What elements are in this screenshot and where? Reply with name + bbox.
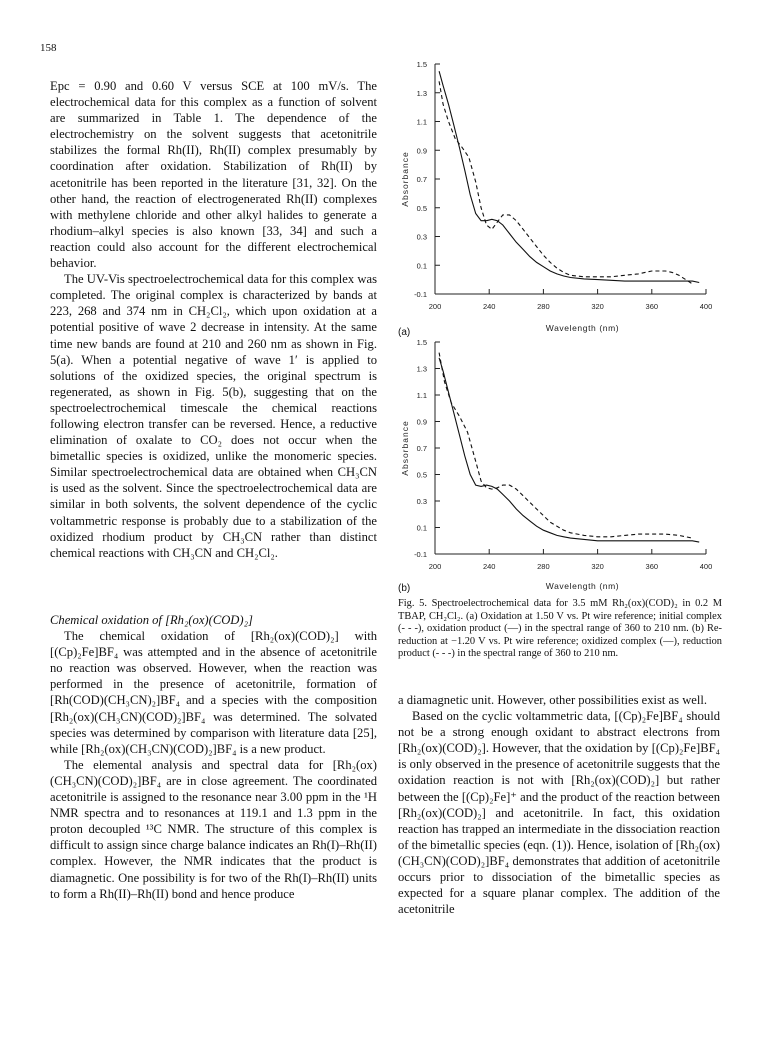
x-axis-label: Wavelength (nm) [545, 323, 620, 333]
y-tick-label: 0.1 [416, 523, 427, 533]
x-tick-label: 400 [699, 302, 713, 311]
y-axis-label: Absorbance [400, 420, 410, 476]
paragraph: a diamagnetic unit. However, other possibilities exist as well. [398, 693, 708, 707]
panel-label: (a) [398, 327, 411, 338]
paragraph: Based on the cyclic voltammetric data, [(Cp)₂Fe]BF₄ should not be a strong enough oxidant to abstract electrons from [Rh₂(ox)(COD)₂]. However, that the oxidation by [(Cp)₂Fe]BF₄ is only observed in the presence of acetonitrile suggests that the oxidation reaction is not with [Rh₂(ox)(COD)₂] but rather between the [(Cp)₂Fe]⁺ and the product of the reaction between [Rh₂(ox)(COD)₂] and acetonitrile. In fact, this oxidation reaction has trapped an intermediate in the dissociation reaction of the bimetallic species (eqn. (1)). Hence, isolation of [Rh₂(ox)(CH₃CN)(COD)₂]BF₄ demonstrates that addition of acetonitrile occurs prior to dissociation of the bimetallic species as expected for a square planar complex. The addition of the acetonitrile [398, 709, 720, 917]
x-tick-label: 240 [482, 562, 496, 571]
y-tick-label: 1.3 [416, 88, 427, 98]
solid-spectrum-line [439, 71, 699, 282]
y-tick-label: 1.3 [416, 364, 427, 374]
paragraph: The UV-Vis spectroelectrochemical data for this complex was completed. The original complex is characterized by bands at 223, 268 and 374 nm in CH₂Cl₂, which upon oxidation at a potential positive of wave 2 decrease in intensity. At the same time new bands are found at 210 and 260 nm as shown in Fig. 5(a). When a potential negative of wave 1′ is applied to solutions of the oxidized species, the original spectrum is regenerated, as shown in Fig. 5(b), suggesting that on the spectroelectrochemical timescale the chemical reactions following electron transfer can be reversed. Hence, a reductive elimination of oxalate to CO₂ does not occur when the bimetallic species is oxidized, unlike the monomeric species. Similar spectroelectrochemical data are obtained when CH₃CN is used as the solvent. Since the spectroelectrochemical data are similar in both solvents, the solvent dependence of the cyclic voltammetric response is probably due to a stabilization of the oxidized rhodium product by CH₃CN rather than distinct chemical reactions with CH₃CN and CH₂Cl₂. [50, 272, 377, 560]
right-column-body [398, 692, 720, 917]
y-axis-label: Absorbance [400, 151, 410, 207]
chart-svg-a [394, 58, 724, 348]
y-tick-label: 1.1 [416, 117, 427, 127]
left-column-section [50, 612, 377, 902]
y-tick-label: 0.5 [416, 203, 427, 213]
page-number: 158 [40, 42, 57, 54]
y-tick-label: 1.1 [416, 391, 427, 400]
y-tick-label: 0.1 [416, 261, 427, 271]
y-tick-label: 1.5 [416, 60, 427, 69]
paragraph: Epc = 0.90 and 0.60 V versus SCE at 100 mV/s. The electrochemical data for this complex as a function of solvent are summarized in Table 1. The dependence of the electrochemistry on the solvent suggests that acetonitrile stabilizes the formal Rh(II), Rh(II) complex presumably by coordination after oxidation. Stabilization of Rh(II) by acetonitrile has been reported in the literature [31, 32]. On the other hand, the reaction of electrogenerated Rh(II) complexes with methylene chloride and other alkyl halides to generate a rhodium–alkyl species is also known [33, 34] and such a reaction could also account for the different electrochemical behavior. [50, 79, 377, 271]
y-tick-label: -0.1 [414, 290, 427, 299]
x-tick-label: 280 [537, 302, 550, 311]
y-tick-label: 0.5 [416, 470, 427, 480]
paragraph: The elemental analysis and spectral data for [Rh₂(ox)(CH₃CN)(COD)₂]BF₄ are in close agreement. The coordinated acetonitrile is assigned to the resonance near 3.00 ppm in the ¹H NMR spectra and to resonances at 119.1 and 1.3 ppm in the proton decoupled ¹³C NMR. The structure of this complex is difficult to assign since charge balance indicates an Rh(I)–Rh(II) complex. However, the NMR indicates that the product is diamagnetic. One possibility is for two of the Rh(I)–Rh(II) units to form a Rh(II)–Rh(II) bond and hence produce [50, 757, 377, 901]
y-tick-label: 1.5 [416, 338, 427, 347]
figure-5b-chart [394, 336, 724, 598]
x-tick-label: 320 [591, 302, 604, 311]
solid-spectrum-line [439, 358, 699, 542]
y-tick-label: 0.3 [416, 232, 427, 242]
y-tick-label: 0.7 [416, 444, 427, 453]
chart-svg-b [394, 336, 724, 598]
section-heading: Chemical oxidation of [Rh₂(ox)(COD)₂] [50, 613, 253, 627]
dashed-spectrum-line [439, 353, 692, 538]
x-axis-label: Wavelength (nm) [545, 581, 620, 591]
panel-label: (b) [398, 583, 411, 594]
y-tick-label: 0.9 [416, 146, 427, 156]
x-tick-label: 240 [482, 302, 496, 311]
dashed-spectrum-line [439, 81, 692, 284]
caption-text: Fig. 5. Spectroelectrochemical data for 3.5 mM Rh₂(ox)(COD)₂ in 0.2 M TBAP, CH₂Cl₂. (a) Oxidation at 1.50 V vs. Pt wire reference; initial complex (- - -), oxidation product (—) in the spectral range of 360 to 210 nm. (b) Re-reduction at −1.20 V vs. Pt wire reference; oxidized complex (—), reduction product (- - -) in the spectral range of 360 to 210 nm. [398, 598, 722, 660]
x-tick-label: 320 [591, 562, 604, 571]
x-tick-label: 200 [428, 562, 442, 571]
y-tick-label: 0.3 [416, 497, 427, 506]
x-tick-label: 360 [645, 302, 659, 311]
x-tick-label: 280 [537, 562, 550, 571]
x-tick-label: 400 [699, 562, 713, 571]
left-column-body [50, 78, 377, 561]
y-tick-label: -0.1 [414, 550, 427, 559]
x-tick-label: 200 [428, 302, 442, 311]
x-tick-label: 360 [645, 562, 659, 571]
y-tick-label: 0.9 [416, 417, 427, 427]
figure-5a-chart [394, 58, 724, 348]
figure-caption [398, 598, 722, 661]
paragraph: The chemical oxidation of [Rh₂(ox)(COD)₂] with [(Cp)₂Fe]BF₄ was attempted and in the absence of acetonitrile no reaction was observed. However, when the reaction was performed in the presence of acetonitrile, formation of [Rh(COD)(CH₃CN)₂]BF₄ and a species with the composition [Rh₂(ox)(CH₃CN)(COD)₂]BF₄ was determined. The solvated species was determined by comparison with literature data [25], while [Rh₂(ox)(CH₃CN)(COD)₂]BF₄ is a new product. [50, 629, 377, 756]
y-tick-label: 0.7 [416, 175, 427, 184]
